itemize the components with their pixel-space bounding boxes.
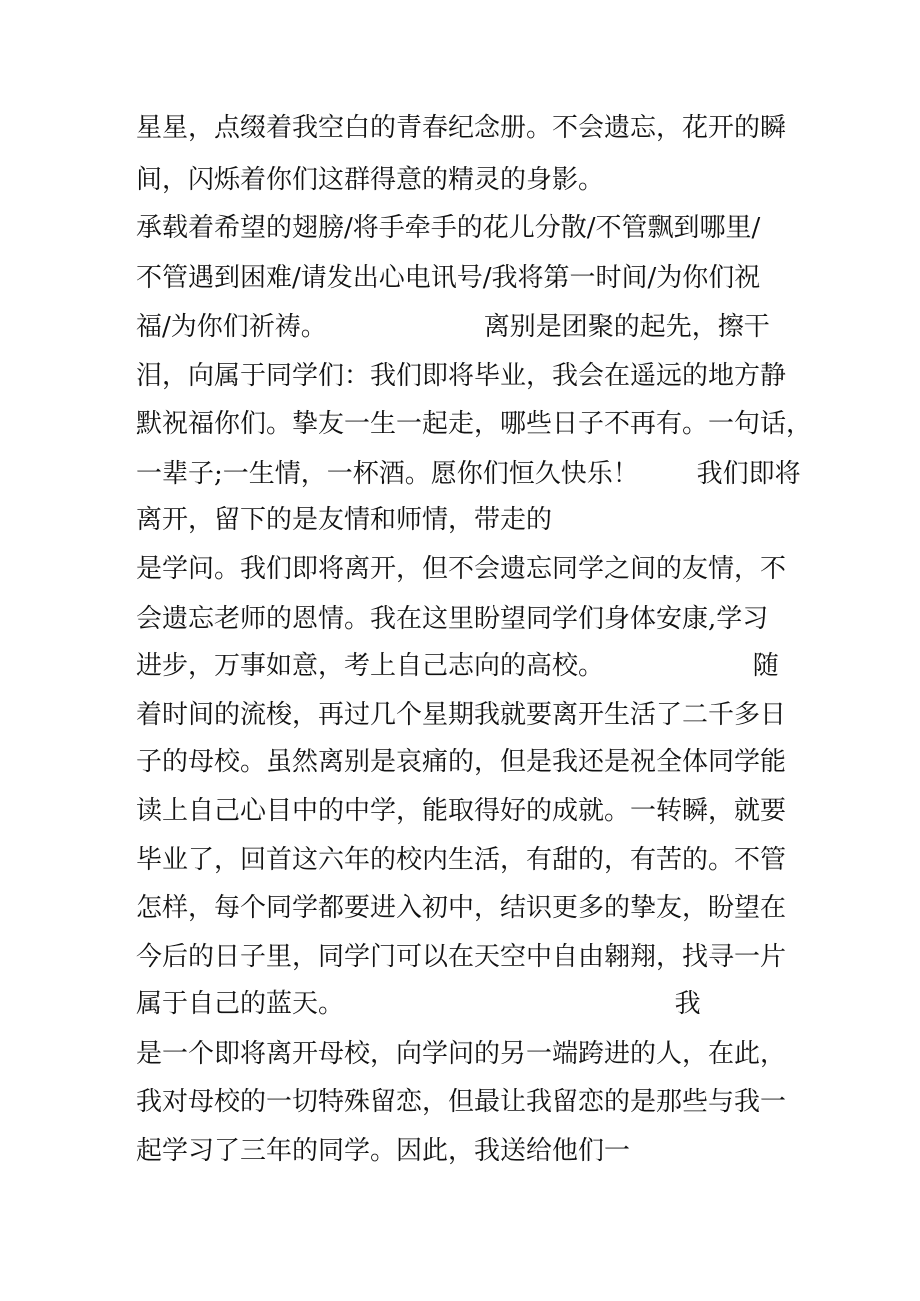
text-line: 怎样，每个同学都要进入初中，结识更多的挚友，盼望在	[136, 893, 787, 923]
text-line: 默祝福你们。挚友一生一起走，哪些日子不再有。一句话，	[136, 409, 813, 439]
text-line: 是学问。我们即将离开，但不会遗忘同学之间的友情，不	[136, 554, 787, 584]
text-line: 福/为你们祈祷。 离别是团聚的起先，擦干	[136, 312, 770, 342]
text-line: 子的母校。虽然离别是哀痛的，但是我还是祝全体同学能	[136, 747, 787, 777]
text-line: 属于自己的蓝天。 我	[136, 989, 701, 1019]
text-line: 间，闪烁着你们这群得意的精灵的身影。	[136, 165, 605, 195]
text-line: 毕业了，回首这六年的校内生活，有甜的，有苦的。不管	[136, 845, 787, 875]
text-line: 进步，万事如意，考上自己志向的高校。 随	[136, 651, 779, 681]
text-line: 不管遇到困难/请发出心电讯号/我将第一时间/为你们祝	[136, 263, 761, 293]
text-line: 今后的日子里，同学门可以在天空中自由翱翔，找寻一片	[136, 942, 787, 972]
text-line: 离开，留下的是友情和师情，带走的	[136, 505, 553, 535]
text-line: 是一个即将离开母校，向学问的另一端跨进的人，在此，	[136, 1039, 787, 1069]
text-line: 着时间的流梭，再过几个星期我就要离开生活了二千多日	[136, 700, 787, 730]
text-line: 泪，向属于同学们：我们即将毕业，我会在遥远的地方静	[136, 361, 787, 391]
text-line: 读上自己心目中的中学，能取得好的成就。一转瞬，就要	[136, 796, 787, 826]
text-line: 起学习了三年的同学。因此，我送给他们一	[136, 1136, 631, 1166]
text-line: 我对母校的一切特殊留恋，但最让我留恋的是那些与我一	[136, 1087, 787, 1117]
text-line: 一辈子;一生情，一杯酒。愿你们恒久快乐！ 我们即将	[136, 459, 801, 489]
text-line: 会遗忘老师的恩情。我在这里盼望同学们身体安康,学习	[136, 604, 769, 634]
text-line: 星星，点缀着我空白的青春纪念册。不会遗忘，花开的瞬	[136, 113, 787, 143]
text-line: 承载着希望的翅膀/将手牵手的花儿分散/不管飘到哪里/	[136, 213, 761, 243]
